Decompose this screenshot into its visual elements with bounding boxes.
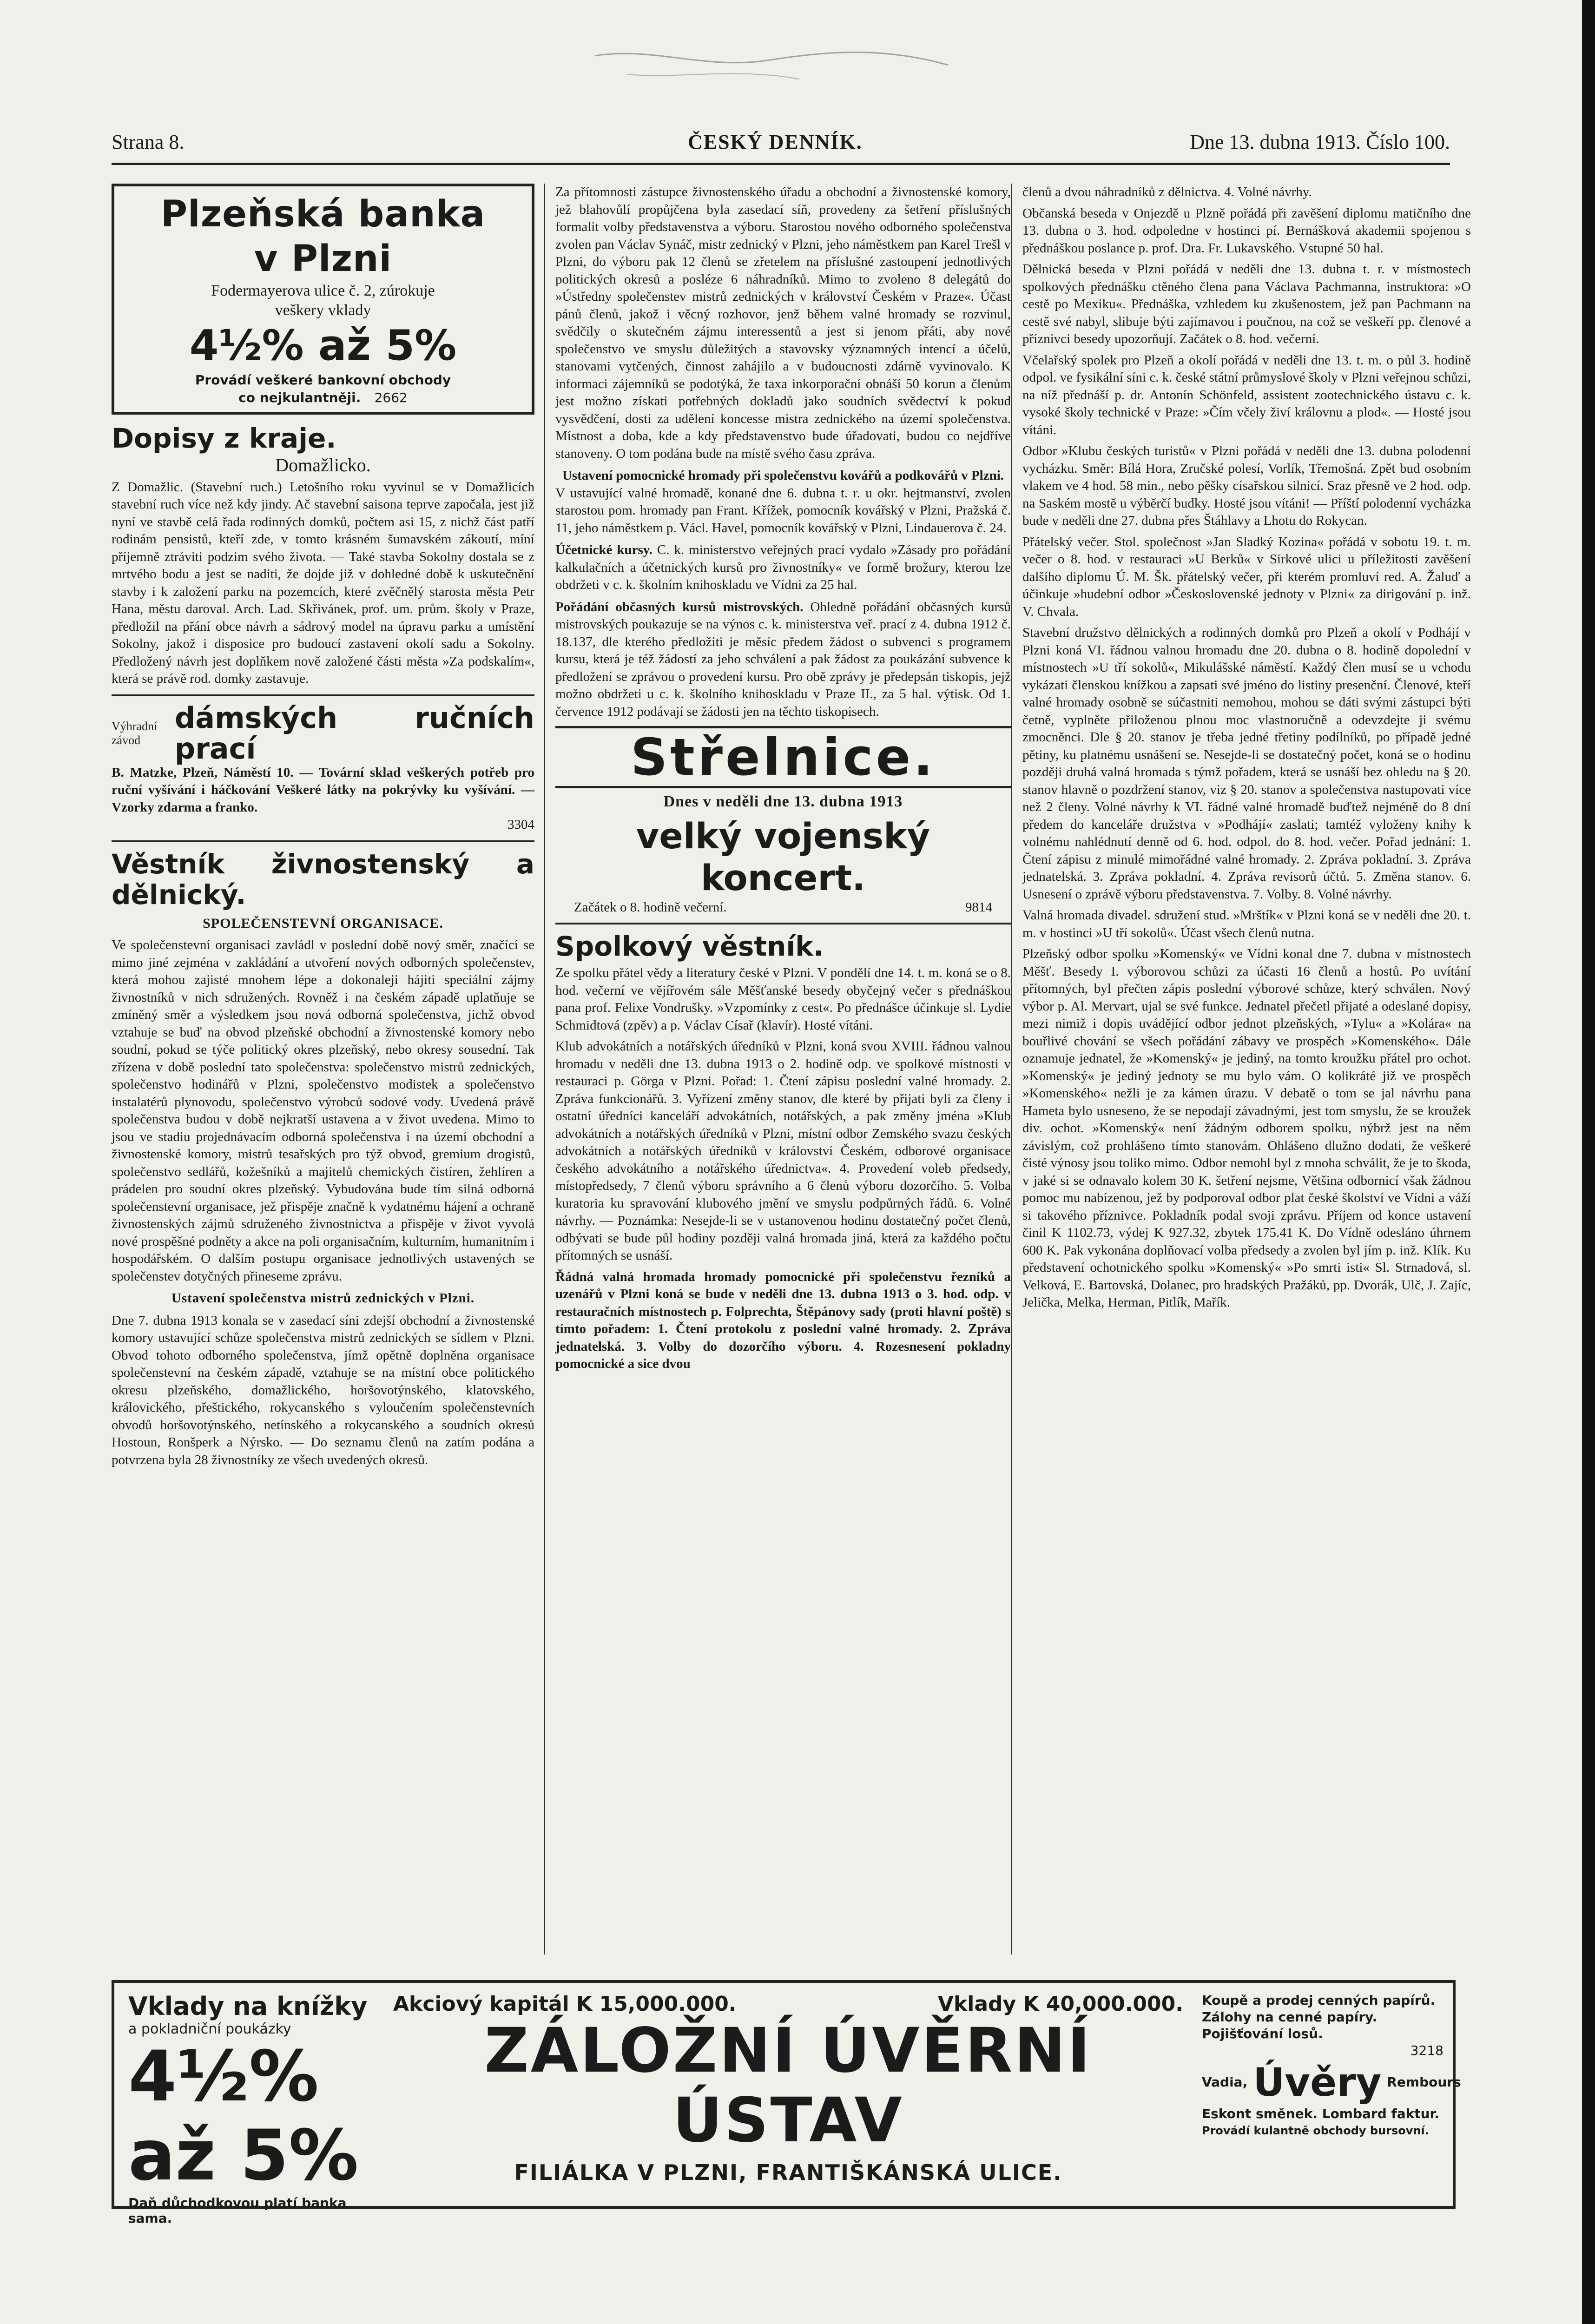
article-friendly-evening: Přátelský večer. Stol. společnost »Jan Sladký Kozina« pořádá v sobotu 19. t. m. večer o 8. hod. v restauraci »U Berků« v Sirkové ulici u příležitosti zavěšení dalšího diplomu Ú. M. Šk. přátelský večer, při kterém promluví red. A. Žaluď a účinkuje »hudební odbor »Československé jednoty v Plzni« za dirigování p. inž. V. Chvala. [1022, 534, 1471, 619]
heading-master-courses: Pořádání občasných kursů mistrovských. [555, 599, 804, 614]
ad-left-note: Daň důchodkovou platí banka sama. [128, 2195, 347, 2226]
embroidery-code: 3304 [508, 817, 534, 832]
article-onjezd: Občanská beseda v Onjezdě u Plzně pořádá při zavěšení diplomu matičního dne 13. dubna o 3. hod. odpoledne v hostinci pí. Bernášková akademii spojenou s přednáškou poslance p. prof. Dra. Fr. Lukavského. Vstupné 50 hal. [1022, 205, 1471, 256]
ad-credit-row [1202, 2059, 1461, 2106]
ad-left-sub: a pokladniční poukázky [128, 2021, 291, 2037]
concert-date: Dnes v neděli dne 13. dubna 1913 [663, 793, 903, 810]
ad-rembours: Rembours [1387, 2074, 1461, 2090]
concert-time: Začátek o 8. hodině večerní. [574, 899, 727, 915]
article-butchers: Řádná valná hromada hromady pomocnické při společenstvu řezníků a uzenářů v Plzni koná se bude v neděli dne 13. dubna 1913 o 3. hod. odp. v restauračních místnostech p. Folprechta, Štěpánovy sady (proti hlavní poště) s tímto pořadem: 1. Čtení protokolu z poslední valné hromady. 2. Zpráva jednatelská. 3. Volby do dozorčího výboru. 4. Rozesnesení pokladny pomocnické a sice dvou [555, 1269, 1011, 1371]
ad-bank-name: ZÁLOŽNÍ ÚVĚRNÍ ÚSTAV [484, 2015, 1092, 2156]
ad-uvery: Úvěry [1253, 2060, 1382, 2105]
ad-left [128, 1992, 389, 2226]
column-1 [112, 184, 534, 1469]
ad-right-code: 3218 [1410, 2043, 1443, 2058]
embroidery-big: dámských ručních prací [174, 700, 534, 766]
ad-right [1202, 1992, 1461, 2139]
article-domazlice: Z Domažlic. (Stavební ruch.) Letošního roku vyvinul se v Domažlicích stavební ruch více než kdy jindy. Ač stavební saisona teprve započala, jest již nyní ve stavbě celá řada rodinných domků, počtem asi 15, z nichž část patří rodinám pensistů, kteří zde, v tomto krásném šumavském zákoutí, míní příjemně ztráviti podzim svého života. — Také stavba Sokolny dostala se z mrtvého bodu a jest se naditi, že dojde již v dohledné době k uskutečnění stavby i k založení parku na pozemcích, které zvěčnělý starosta města Petr Hana, městu daroval. Arch. Lad. Skřivánek, prof. um. prům. školy v Praze, předložil na přání obce návrh a sádrový model na úpravu parku a umístění Sokolny, jakož i disposice pro budoucí zastavení okolí sadu a Sokolny. Předložený návrh jest doplňkem nově založené části města »Za podskalím«, která se právě rod. domky zastavuje. [112, 479, 534, 686]
ad-right-services: Koupě a prodej cenných papírů. Zálohy na cenné papíry. Pojišťování losů. [1202, 1993, 1436, 2041]
bank-deposits: veškery vklady [275, 302, 371, 319]
subsection-masons: Ustavení společenstva mistrů zednických v Plzni. [171, 1291, 475, 1306]
ad-left-rate: 4½% až 5% [128, 2036, 359, 2196]
embroidery-advertisement [112, 700, 534, 834]
embroidery-small: Výhradní závod [112, 719, 158, 747]
ad-deposits: Vklady K 40,000.000. [937, 1992, 1183, 2016]
article-blacksmiths: V ustavující valné hromadě, konané dne 6. dubna t. r. u okr. hejtmanství, zvolen starostou pom. hromady pan Frant. Křížek, pomocník kovářský v Plzni, Pražská č. 11, jeho náměstkem p. Václ. Havel, pomocník kovářský v Plzni, Lindauerova č. 24. [555, 485, 1011, 535]
newspaper-title: ČESKÝ DENNÍK. [688, 131, 863, 153]
article-theatre: Valná hromada divadel. sdružení stud. »Mrštík« v Plzni koná se v neděli dne 20. t. m. v hostinci »U tří sokolů«. Účast všech členů nutna. [1022, 908, 1471, 940]
article-beekeepers: Včelařský spolek pro Plzeň a okolí pořádá v neděli dne 13. t. m. o půl 3. hodině odpol. ve fysikální síni c. k. české státní průmyslové školy v Plzni veřejnou schůzi, na níž přednáší p. dr. Antonín Schönfeld, assistent zootechnického ústavu c. k. vysoké školy technické v Praze: »Čím včely živí královnu a plod«. — Hosté jsou vítáni. [1022, 352, 1471, 437]
page-header [112, 130, 1450, 165]
bank-advertisement [112, 184, 534, 415]
section-title-clubs: Spolkový věstník. [555, 931, 824, 962]
article-organisation: Ve společenstevní organisaci zavládl v poslední době nový směr, značící se mimo jiné zejména v zakládání a utvoření nových odborných společenstev, která mohou zajisté mnohem lépe a dokonaleji hájiti speciální zájmy živnostníků v nich sdružených. Rovněž i na českém západě uplatňuje se zmíněný směr a výsledkem jsou nová odborná společenstva, jichž obvod vztahuje se buď na obvod plzeňské obchodní a živnostenské komory nebo soudní, pokud se týče politický okres plzeňský, nebo okresy sousední. Tak zřízena v době poslední tato společenstva: společenstvo mistrů zednických, společenstvo hodinářů v Plzni, společenstvo modistek a společenstvo instalatérů plynovodu, společenstvo výrobců sodové vody. Uvedená právě společenstva budou v době nejkratší ustavena a v život uvedena. Mimo to jsou ve stadiu projednávacím odborná společenstva i na území obchodní a živnostenské komory, mistrů tesařských pro týž obvod, gremium drogistů, společenstvo sedlářů, kožešníků a majitelů chemických čistíren, žehlíren a prádelen pro soudní okres plzeňský. Vybudována bude tím silná odborná společenstevní organisace, jež přispěje značně k vydatnému hájení a ochraně živnostenských zájmů sdruženého živnostnictva a přispěje v život vyvolá nové prospěšné podněty a akce na poli organisačním, kulturním, humanitním i hospodářském. O dalším postupu organisace jednotlivých ustavených se společenstev dotyčných přineseme zprávu. [112, 938, 534, 1284]
article-science-friends: Ze spolku přátel vědy a literatury české v Plzni. V pondělí dne 14. t. m. koná se o 8. hod. večerní ve vějířovém sále Měšťanské besedy obyčejný večer s přednáškou pana prof. Felixe Vondrušky. »Vzpomínky z cest«. Po přednášce účinkuje sl. Lydie Schmidtová (zpěv) a p. Václav Císař (klavír). Hosté vítáni. [555, 965, 1011, 1033]
heading-accounting: Účetnické kursy. [555, 542, 652, 557]
article-masons: Dne 7. dubna 1913 konala se v zasedací síni zdejší obchodní a živnostenské komory ustavující schůze společenstva mistrů zednických se sídlem v Plzni. Obvod tohoto odborného společenstva, jímž opětně doplněna organisace společenstevní na českém západě, vztahuje se na místní obce politického okresu plzeňského, domažlického, horšovotýnského, klatovského, královického, přeštického, rokycanského s vyloučením společenstevních obvodů horšovotýnského, netínského a rokycanského a soudních okresů Hostoun, Ronšperk a Nýrsko. — Do seznamu členů na zatím podána a potvrzena byla 28 živnostníky ze všech uvedených okresů. [112, 1313, 534, 1467]
article-tourists: Odbor »Klubu českých turistů« v Plzni pořádá v neděli dne 13. dubna polodenní vycházku. Směr: Bílá Hora, Zručské polesí, Vorlík, Třemošná. Zpět bud osobním vlakem ve 4 hod. 58 min., nebo pěšky císařskou silnicí. Sraz přesně ve 2 hod. odp. na Saském mostě u výběrčí budky. Hosté jsou vítáni! — Příští polodenní vycházka bude v neděli dne 27. dubna přes Štáhlavy a Lhotu do Rokycan. [1022, 443, 1471, 528]
page-number: Strana 8. [112, 131, 185, 153]
article-master-courses: Ohledně pořádání občasných kursů mistrovských poukazuje se na výnos c. k. ministerstva veř. prací z 4. dubna 1912 č. 18.137, dle kterého předložiti je měsíc předem žádost o subvenci s programem kursu, která je též žádostí za jeho schválení a pak žádost za poukázání subvence k předložení se zprávou o provedení kursu. Pro obě zprávy je předepsán tiskopis, jejž možno obdržeti u c. k. školního knihoskladu v Praze II., za 5 hal. výtisk. Od 1. července 1912 podávají se žádosti jen na těchto tiskopisech. [555, 599, 1011, 719]
bank-name-2: v Plzni [254, 238, 392, 280]
column-3 [1011, 184, 1471, 1954]
subsection-organisation: SPOLEČENSTEVNÍ ORGANISACE. [203, 915, 443, 931]
divider [555, 923, 1011, 924]
section-title-letters: Dopisy z kraje. [112, 423, 336, 454]
scan-border [1582, 0, 1595, 2324]
divider [112, 840, 534, 842]
article-advocates-club: Klub advokátních a notářských úředníků v Plzni, koná svou XVIII. řádnou valnou hromadu v neděli dne 13. dubna 1913 o 2. hodině odp. ve spolkové místnosti v restauraci p. Görga v Plzni. Pořad: 1. Čtení zápisu poslední valné hromady. 2. Zpráva funkcionářů. 3. Vyřízení změny stanov, dle které by přijati byli za členy i ostatní úředníci kanceláří advokátních, notářských, a pak změny jména »Klub advokátních a notářských úředníků v Plzni, místní odbor Zemského svazu českých advokátních a notářských úředníků v království Českém, odborové organisace českého advokátního a notářského úřednictva«. 4. Provedení voleb předsedy, místopředsedy, 7 členů výboru správního a 6 členů výboru dozorčího. 5. Volba kuratoria ku spravování klubového jmění ve smyslu podpůrných řádů. 6. Volné návrhy. — Poznámka: Nesejde-li se v ustanovenou hodinu dostatečný počet členů, odbývati se bude půl hodiny později valná hromada jiná, která za každého počtu přítomných se usnáší. [555, 1039, 1011, 1263]
article-housing-coop: Stavební družstvo dělnických a rodinných domků pro Plzeň a okolí v Podhájí v Plzni koná VI. řádnou valnou hromadu dne 20. dubna o 8. hodině dopolední v místnostech »U tří sokolů«, Mikulášské náměstí. Každý člen musí se u vchodu vykázati členskou knížkou a zapsati své jméno do listiny presenční. Členové, kteří valné hromady osobně se súčastniti nemohou, mohou se dáti svými zástupci býti četně, vyplněte přiloženou plnou moc vlastnoručně a odevzdejte ji svému zmocněnci. Dle § 20. stanov je třeba jedné třetiny podílníků, po případě jedné pětiny, ku platnému usnášení se. Nesejde-li se dostatečný počet, koná se o hodinu později druhá valná hromada s týmž pořadem, která se usnáší bez ohledu na § 20. stanov hlavně o pozdržení stanov, viz § 20. stanov a společenstva nastupovati více než 2 členy. Volné návrhy k VI. řádné valné hromadě buďtež nejméně do 8 dní předem do kanceláře družstva v »Podhájí« zaslati; tamtéž vyloženy knihy k volnému nahlédnutí denně od 6. hod. odpol. do 8. hod. večer. Pořad jednání: 1. Čtení zápisu z minulé mimořádné valné hromady. 2. Zpráva pokladní. 3. Zpráva jednatelská. 3. Zpráva pokladní. 4. Zpráva revisorů účtů. 5. Změna stanov. 6. Usnesení o zprávě výboru představenstva. 7. Volby. 8. Volné návrhy. [1022, 625, 1471, 902]
ad-middle [393, 1992, 1183, 2185]
region-title: Domažlicko. [275, 455, 371, 475]
ad-right-bourse: Provádí kulantně obchody bursovní. [1202, 2124, 1429, 2137]
ad-vadia: Vadia, [1202, 2074, 1248, 2090]
ad-left-title: Vklady na knížky [128, 1992, 368, 2021]
heading-blacksmiths: Ustavení pomocnické hromady při společenstvu kovářů a podkovářů v Plzni. [562, 468, 1004, 483]
column-2 [544, 184, 1011, 1954]
section-title-trade: Věstník živnostenský a dělnický. [112, 848, 534, 911]
ad-capital: Akciový kapitál K 15,000.000. [393, 1992, 737, 2016]
bank-services-2: co nejkulantněji. 2662 [238, 390, 408, 405]
concert-code: 9814 [965, 899, 992, 915]
bank-ad-code: 2662 [374, 390, 408, 405]
concert-footer [555, 899, 1011, 917]
article-accounting: C. k. ministerstvo veřejných prací vydalo »Zásady pro pořádání kalkulačních a účetnických kursů pro živnostníky« ve formě brožury, kterou lze obdržeti v c. k. školním knihoskladu ve Vídni za 25 hal. [555, 542, 1011, 592]
bank-rate: 4½% až 5% [189, 321, 457, 370]
article-masons-cont: Za přítomnosti zástupce živnostenského úřadu a obchodní a živnostenské komory, jež blahovůlí propůjčena byla zasedací síň, provedeny za šetření příslušných formalit volby představenstva a výboru. Starostou nového odborného společenstva zvolen pan Václav Synáč, mistr zednický v Plzni, jeho náměstkem pan Karel Trešl v Plzni, do výboru pak 12 členů se zřetelem na příslušné zastoupení jednotlivých politických okresů a posléze 6 náhradníků. Mimo to zvoleno 8 delegátů do »Ústředny společenstev mistrů zednických v království Českém v Praze«. Účast pánů členů, jakož i věcný rozhovor, jenž během valné hromady se rozvinul, svědčily o skutečném zájmu interessentů a jest si jenom přáti, aby nové společenstvo ve smyslu důležitých a stavovsky významných intencí a účelů, stanovami vytčených, činnost zahájilo a v budoucnosti zdárně vyvinovalo. K informaci zájemníků se podotýká, že taxa inkorporační obnáší 50 korun a členům jest možno získati potřebných dokladů jako soudních svědectví k pokud vysvědčení, dosti za udělení koncesse mistra zednického na území společenstva. Místnost a doba, kde a kdy představenstvo bude úřadovati, budou co nejdříve stanoveny. O tom podána bude na místě svého času zpráva. [555, 185, 1011, 461]
strelnice-title: Střelnice. [555, 726, 1011, 788]
article-komensky: Plzeňský odbor spolku »Komenský« ve Vídni konal dne 7. dubna v místnostech Měšť. Besedy I. výborovou schůzi za účasti 16 členů a hostů. Po uvítání přítomných, byl přečten zápis poslední výborové schůze, který schválen. Nový výbor p. Al. Mervart, ujal se své funkce. Jednatel přečetl přijaté a odeslané dopisy, mezi nimiž i dopis uvádějící odbor jednot plzeňských, »Tylu« a »Kolára« na bouřlivé chování se všech pořádání zábavy ve prospěch »Komenského«. Dále oznamuje jednatel, že »Komenský« je jediný, na tomto kroužku přátel pro ochot. »Komenský« je jediný jednoty se mu bylo vám. O kolikráté již ve prospěch »Komenského« nežli je za kámen úrazu. V debatě o tom se jal návrhu pana Hameta bylo usneseno, že se nepodají závadnými, jest tom smyslu, že se kroužek div. ochot. »Komenský« není žádným odborem spolku, nýbrž jest na něm závislým, což prohlášeno tímto stanovám. Ohlášeno dlužno dodati, že veškeré čisté výnosy jsou toliko mimo. Odbor nemohl byl z mnoha schválit, že je to škoda, v jaké si se odnavalo kolem 30 K. šetření nejsme, Většina odbornicí však žádnou pomoc mu nabízenou, jež by podporoval odbor plat české školství ve Vídni a váží si takového příznivce. Pokladník podal svoji zprávu. Příjem od konce ustavení činil K 1102.73, výdej K 927.32, zbytek 175.41 K. Do Vídně odesláno úhrnem 600 K. Pak vykonána doplňovací volba předsedy a zvolen byl jím p. inž. Klík. Ku představení ochotnického spolku »Komenský« »Po smrti isti« Sl. Strnadová, sl. Velková, E. Bartovská, Dolanec, pro hradských Pražáků, pp. Dvorák, Ulč, J. Zajíc, Jelička, Melka, Herman, Pitlík, Mařík. [1022, 946, 1471, 1310]
concert-title: velký vojenský koncert. [636, 815, 930, 898]
embroidery-text: B. Matzke, Plzeň, Náměstí 10. — Tovární sklad veškerých potřeb pro ruční vyšívání i háčkování Veškeré látky na pokrývky ku vyšívání. — Vzorky zdarma a franko. [112, 765, 534, 815]
scan-noise [558, 28, 976, 98]
bank-name-1: Plzeňská banka [160, 193, 486, 235]
ad-branch: FILIÁLKA V PLZNI, FRANTIŠKÁNSKÁ ULICE. [514, 2160, 1062, 2185]
article-butchers-cont: členů a dvou náhradníků z dělnictva. 4. Volné návrhy. [1022, 185, 1312, 199]
bank-services: Provádí veškeré bankovní obchody [195, 372, 451, 388]
issue-date: Dne 13. dubna 1913. Číslo 100. [1190, 131, 1450, 153]
bank-address: Fodermayerova ulice č. 2, zúrokuje [211, 282, 435, 299]
divider [112, 694, 534, 696]
credit-bank-advertisement [112, 1980, 1461, 2226]
article-workers-club: Dělnická beseda v Plzni pořádá v neděli dne 13. dubna t. r. v místnostech spolkových přednášku ctěného člena pana Václava Pachmanna, instruktora: »O cestě po Mexiku«. Přednáška, vzhledem ku zkušenostem, jež pan Pachmann na cestě své nabyl, slibuje býti zajímavou i poučnou, na což se veškeří pp. členové a příznivci besedy upozorňují. Začátek o 8. hod. večerní. [1022, 262, 1471, 346]
ad-right-discount: Eskont směnek. Lombard faktur. [1202, 2106, 1439, 2121]
ad-capital-row [393, 1992, 1183, 2016]
